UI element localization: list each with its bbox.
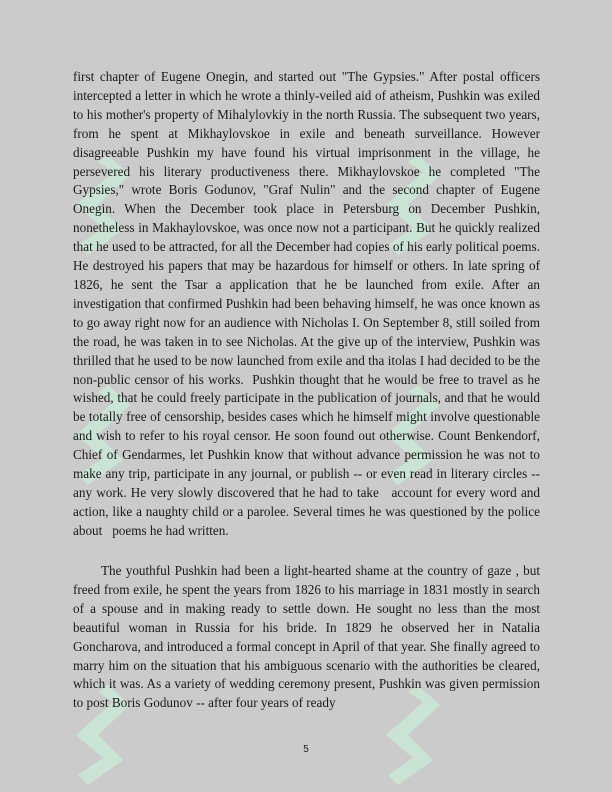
page-number: 5 bbox=[303, 744, 309, 755]
body-text bbox=[73, 68, 544, 711]
paragraph-2: The youthful Pushkin had been a light-hearted shame at the country of gaze , but freed from exile, he spent the years from 1826 to his marriage in 1831 mostly in search of a spouse and in making ready to settle down. He sought no less than the most beautiful woman in Russia for his bride. In 1829 he observed her in Natalia Goncharova, and introduced a formal concept in April of that year. She finally agreed to marry him on the situation that his ambiguous scenario with the authorities be cleared, which it was. As a variety of wedding ceremony present, Pushkin was given permission to post Boris Godunov -- after four years of ready bbox=[73, 563, 544, 711]
paragraph-1: first chapter of Eugene Onegin, and started out "The Gypsies." After postal officers intercepted a letter in which he wrote a thinly-veiled aid of atheism, Pushkin was exiled to his mother's property of Mihalylovkiy in the north Russia. The subsequent two years, from he spent at Mikhaylovskoe in exile and beneath surveillance. However disagreeable Pushkin my have found his virtual imprisonment in the village, he persevered his literary productiveness there. Mikhaylovskoe he completed "The Gypsies," wrote Boris Godunov, "Graf Nulin" and the second chapter of Eugene Onegin. When the December took place in Petersburg on December Pushkin, nonetheless in Makhaylovskoe, was once now not a participant. But he quickly realized that he used to be attracted, for all the December had copies of his early political poems. He destroyed his papers that may be hazardous for himself or others. In late spring of 1826, he sent the Tsar a application that he be launched from exile. After an investigation that confirmed Pushkin had been behaving himself, he was once known as to go away right now for an audience with Nicholas I. On September 8, still soiled from the road, he was taken in to see Nicholas. At the give up of the interview, Pushkin was thrilled that he used to be now launched from exile and tha itolas I had decided to be the non-public censor of his works. Pushkin thought that he would be free to travel as he wished, that he could freely participate in the publication of journals, and that he would be totally free of censorship, besides cases which he himself might involve questionable and wish to refer to his royal censor. He soon found out otherwise. Count Benkendorf, Chief of Gendarmes, let Pushkin know that without advance permission he was not to make any trip, participate in any journal, or publish -- or even read in literary circles -- any work. He very slowly discovered that he had to take account for every word and action, like a naughty child or a parolee. Several times he was questioned by the police about poems he had written. bbox=[73, 69, 544, 538]
